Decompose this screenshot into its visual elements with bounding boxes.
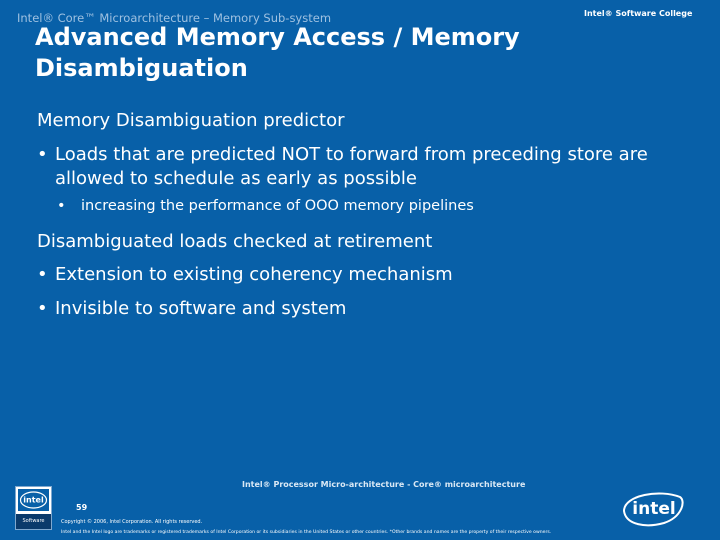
subbullet-glyph: • (57, 198, 66, 214)
bullet-coherency-extension (37, 263, 697, 287)
bullet-glyph: • (37, 144, 48, 165)
copyright-notice: Copyright © 2006, Intel Corporation. All rights reserved. (61, 519, 203, 525)
bullet-glyph: • (37, 298, 48, 319)
bullet-text: Invisible to software and system (55, 298, 347, 319)
footer (0, 465, 720, 540)
software-logo-top (18, 489, 49, 511)
subbullet-text: increasing the performance of OOO memory pipelines (81, 198, 474, 214)
software-logo-swoosh-icon (18, 489, 49, 511)
footer-title: Intel® Processor Micro-architecture - Core® microarchitecture (242, 480, 526, 489)
section-label: Intel® Core™ Microarchitecture – Memory Sub-system (17, 11, 332, 25)
subbullet-ooo-performance (57, 196, 474, 216)
legal-notice: Intel and the Intel logo are trademarks or registered trademarks of Intel Corporation or its subsidiaries in the United States or other countries. *Other brands and names are the property of their respective owners. (61, 530, 552, 535)
bullet-text: Loads that are predicted NOT to forward from preceding store are allowed to schedule as early as possible (55, 144, 648, 189)
bullet-glyph: • (37, 264, 48, 285)
slide-title: Advanced Memory Access / Memory Disambiguation (35, 23, 520, 82)
heading-disambiguated-loads: Disambiguated loads checked at retirement (37, 231, 433, 252)
intel-logo-text: intel (632, 499, 676, 519)
bullet-invisible (37, 297, 697, 321)
software-logo-label: Software (16, 514, 51, 529)
bullet-text: Extension to existing coherency mechanism (55, 264, 453, 285)
heading-memory-disambiguation-predictor: Memory Disambiguation predictor (37, 110, 345, 131)
intel-logo-icon (620, 487, 686, 529)
intel-software-logo (15, 486, 52, 530)
college-label: Intel® Software College (584, 9, 693, 18)
page-number: 59 (76, 503, 88, 512)
bullet-loads-predicted (37, 143, 697, 191)
software-logo-brand: intel (23, 495, 44, 505)
